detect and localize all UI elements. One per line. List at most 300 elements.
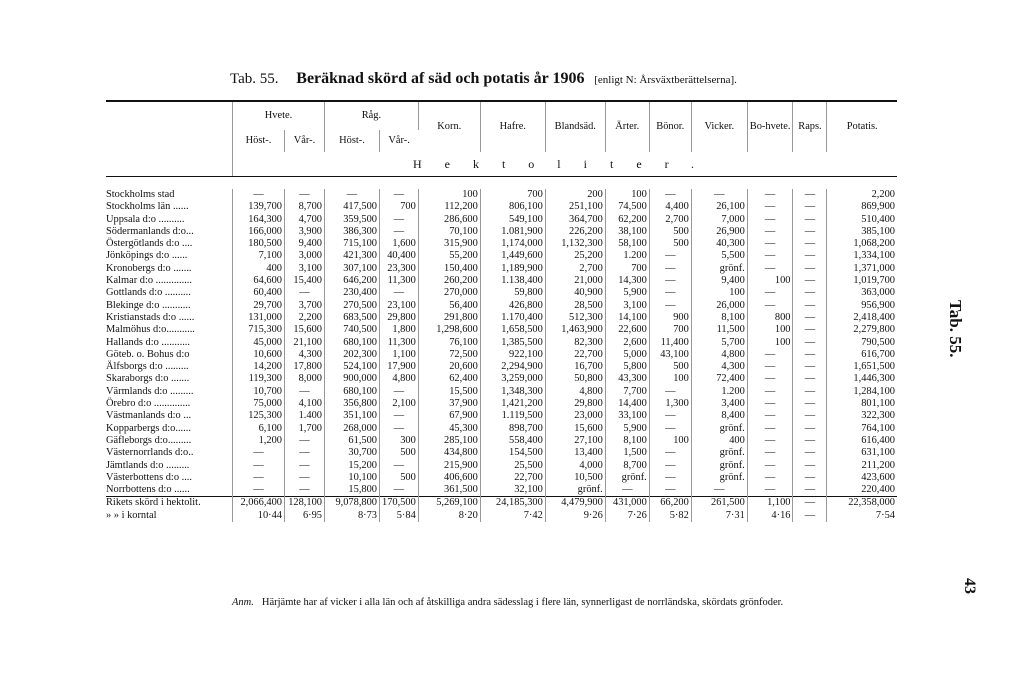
table-cell: 15,500 [418,386,480,398]
table-cell: 9,078,800 [325,497,380,510]
table-cell: 202,300 [325,349,380,361]
lan-name: Malmöhus d:o........... [106,324,233,336]
table-cell: 1,348,300 [480,386,545,398]
table-cell: 7,700 [605,386,649,398]
table-cell: 5,269,100 [418,497,480,510]
table-cell: 1,371,000 [853,262,895,274]
group-header-row [106,101,897,130]
table-cell: 220,400 [861,484,895,496]
table-cell: 10,500 [545,472,605,484]
lan-name: Värmlands d:o ......... [106,386,233,398]
lan-name: Västerbottens d:o .... [106,472,233,484]
table-cell: — [285,484,325,497]
table-row [106,435,897,447]
table-cell: 3,000 [285,250,325,262]
table-cell: — [380,410,419,422]
table-cell: — [649,250,691,262]
table-cell: 500 [649,238,691,250]
table-cell: 270,500 [325,300,380,312]
table-cell: — [747,410,793,422]
table-cell: 1,132,300 [545,238,605,250]
table-row [106,484,897,497]
table-cell: 4,800 [691,349,747,361]
table-cell: 45,300 [418,423,480,435]
table-cell: 11,300 [380,337,419,349]
table-cell: grönf. [691,472,747,484]
unit-row [106,152,897,177]
table-cell: — [747,373,793,385]
table-cell: 500 [380,472,419,484]
lan-name: Hallands d:o ........... [106,337,233,349]
table-cell: — [605,484,649,497]
table-cell: 2,700 [545,263,605,275]
lan-name: Kalmar d:o .............. [106,275,233,287]
table-row [106,275,897,287]
table-cell: 56,400 [418,300,480,312]
table-cell: 164,300 [233,214,285,226]
table-cell: 100 [747,275,793,287]
lan-name: Skaraborgs d:o ....... [106,373,233,385]
table-cell: 869,900 [861,201,895,213]
table-cell: 4,479,900 [545,497,605,510]
lan-name: Gottlands d:o .......... [106,287,233,299]
lan-name: Jönköpings d:o ...... [106,250,233,262]
table-cell: 22,600 [605,324,649,336]
table-cell: 22,700 [480,472,545,484]
table-cell: 3,700 [285,300,325,312]
table-cell: 76,100 [418,337,480,349]
table-cell: — [793,435,827,447]
footnote [232,597,783,608]
table-cell: 29,800 [380,312,419,324]
table-cell: 4,800 [545,386,605,398]
table-cell: 66,200 [649,497,691,510]
table-cell: 421,300 [325,250,380,262]
table-cell: — [285,287,325,299]
table-title: Beräknad skörd af säd och potatis år 1906 [296,70,585,87]
table-cell: 6,100 [233,423,285,435]
table-row [106,349,897,361]
table-cell: 363,000 [861,287,895,299]
table-cell: — [793,447,827,459]
table-cell: 37,900 [418,398,480,410]
table-cell: 524,100 [325,361,380,373]
table-cell: 170,500 [380,497,419,510]
table-cell: — [747,484,793,497]
table-cell: 20,600 [418,361,480,373]
table-cell: 5,800 [605,361,649,373]
table-cell: 72,400 [691,373,747,385]
table-cell: 385,100 [861,225,895,237]
table-cell: 4,700 [285,214,325,226]
table-cell: — [233,460,285,472]
table-cell: 616,400 [861,434,895,446]
table-cell: 386,300 [325,226,380,238]
table-cell: — [649,386,691,398]
table-cell: 8,700 [285,201,325,213]
table-cell: 300 [380,435,419,447]
table-cell: — [793,275,827,287]
col-potatis: Potatis. [846,120,878,132]
table-cell: — [793,250,827,262]
table-cell: 3,100 [605,300,649,312]
table-cell: 70,100 [418,226,480,238]
table-cell: 45,000 [233,337,285,349]
table-row [106,460,897,472]
table-cell: 549,100 [480,214,545,226]
table-cell: 898,700 [480,423,545,435]
table-cell: 8,700 [605,460,649,472]
table-cell: 307,100 [325,263,380,275]
table-cell: 359,500 [325,214,380,226]
table-cell: 285,100 [418,435,480,447]
table-cell: — [285,447,325,459]
table-cell: — [380,189,419,201]
table-cell: — [747,263,793,275]
page-number: 43 [961,578,978,594]
lan-name: Gäfleborgs d:o......... [106,435,233,447]
table-cell: 15,400 [285,275,325,287]
footnote-label: Anm. [232,597,254,608]
table-cell: 9,400 [691,275,747,287]
table-cell: 500 [649,361,691,373]
table-cell: 616,700 [861,348,895,360]
table-cell: 131,000 [233,312,285,324]
table-cell: 1,300 [649,398,691,410]
table-cell: — [793,312,827,324]
table-cell: 24,185,300 [480,497,545,510]
table-cell: 261,500 [691,497,747,510]
table-cell: 11,300 [380,275,419,287]
table-cell: — [793,361,827,373]
table-cell: 423,600 [861,471,895,483]
table-cell: 417,500 [325,201,380,213]
table-cell: 5,700 [691,337,747,349]
table-body [106,189,897,522]
table-cell: 7·31 [691,510,747,522]
table-cell: — [793,472,827,484]
table-cell: — [793,410,827,422]
table-cell: 900,000 [325,373,380,385]
table-cell: — [747,214,793,226]
table-row [106,226,897,238]
table-cell: 25,200 [545,250,605,262]
table-cell: 17,800 [285,361,325,373]
table-cell: grönf. [605,472,649,484]
table-cell: — [285,472,325,484]
table-cell: 1,100 [380,349,419,361]
lan-name: Uppsala d:o .......... [106,214,233,226]
table-cell: 1,421,200 [480,398,545,410]
table-row [106,423,897,435]
table-cell: 800 [747,312,793,324]
table-cell: 806,100 [480,201,545,213]
table-cell: 2,100 [380,398,419,410]
col-rag-host: Höst-. [325,130,380,152]
table-cell: 100 [649,435,691,447]
table-cell: 1.200 [691,386,747,398]
table-cell: — [649,263,691,275]
table-cell: 62,200 [605,214,649,226]
table-cell: — [793,189,827,201]
table-cell: 8,100 [691,312,747,324]
table-cell: 30,700 [325,447,380,459]
table-cell: 26,900 [691,226,747,238]
table-cell: 40,300 [691,238,747,250]
table-cell: 15,600 [285,324,325,336]
table-cell: — [649,472,691,484]
col-arter: Ärter. [605,101,649,152]
table-cell: — [747,386,793,398]
page-heading [230,70,737,88]
table-row [106,472,897,484]
table-cell: 17,900 [380,361,419,373]
table-cell: 10,100 [325,472,380,484]
table-cell: 27,100 [545,435,605,447]
table-cell: — [285,386,325,398]
lan-name: Kronobergs d:o ....... [106,263,233,275]
table-row [106,263,897,275]
table-cell: — [793,324,827,336]
table-cell: 361,500 [418,484,480,497]
table-cell: 4,300 [285,349,325,361]
table-cell: 38,100 [605,226,649,238]
table-row [106,337,897,349]
table-cell: 10·44 [233,510,285,522]
table-cell: 5·82 [649,510,691,522]
table-cell: — [691,484,747,497]
col-korn: Korn. [418,101,480,152]
table-cell: 8,400 [691,410,747,422]
lan-name: Östergötlands d:o .... [106,238,233,250]
table-cell: 251,100 [545,201,605,213]
table-cell: grönf. [691,447,747,459]
table-cell: 512,300 [545,312,605,324]
table-cell: 1,200 [233,435,285,447]
table-cell: 286,600 [418,214,480,226]
table-cell: — [233,472,285,484]
table-cell: 558,400 [480,435,545,447]
table-cell: 1.119,500 [480,410,545,422]
table-cell: 10,600 [233,349,285,361]
table-cell: 1,174,000 [480,238,545,250]
table-cell: 1.081,900 [480,226,545,238]
table-cell: 3,400 [691,398,747,410]
table-cell: 4,000 [545,460,605,472]
table-cell: — [747,460,793,472]
table-cell: 500 [380,447,419,459]
table-cell: 14,100 [605,312,649,324]
table-cell: — [747,472,793,484]
table-cell: — [649,410,691,422]
table-cell: 58,100 [605,238,649,250]
table-cell: 15,800 [325,484,380,497]
table-cell: — [285,435,325,447]
table-cell: — [649,423,691,435]
table-cell: 510,400 [861,213,895,225]
table-cell: — [380,214,419,226]
table-cell: 7,100 [233,250,285,262]
table-cell: — [649,275,691,287]
table-cell: 7·54 [875,509,895,521]
table-row [106,201,897,213]
table-cell: 5,000 [605,349,649,361]
harvest-table [106,100,897,522]
table-cell: 230,400 [325,287,380,299]
table-cell: 1.170,400 [480,312,545,324]
table-cell: — [747,238,793,250]
table-cell: — [649,300,691,312]
table-cell: 14,200 [233,361,285,373]
table-cell: — [285,189,325,201]
col-bohvete: Bo-hvete. [747,101,793,152]
lan-name: Stockholms län ...... [106,201,233,213]
table-cell: — [793,300,827,312]
table-cell: 322,300 [861,410,895,422]
table-cell: 14,300 [605,275,649,287]
table-cell: 2,418,400 [853,311,895,323]
table-cell: 29,800 [545,398,605,410]
table-cell: — [793,238,827,250]
table-cell: 1,800 [380,324,419,336]
table-cell: 125,300 [233,410,285,422]
table-cell: — [793,337,827,349]
table-row [106,287,897,299]
table-cell: — [793,423,827,435]
side-label: Tab. 55. [946,300,965,358]
table-row [106,312,897,324]
col-hvete-var: Vår-. [285,130,325,152]
table-cell: 139,700 [233,201,285,213]
table-cell: 154,500 [480,447,545,459]
lan-name: Jämtlands d:o ......... [106,460,233,472]
table-cell: 7,000 [691,214,747,226]
lan-name: Norrbottens d:o ...... [106,484,233,497]
table-cell: 715,300 [233,324,285,336]
table-cell: 8,100 [605,435,649,447]
table-cell: 1,446,300 [853,373,895,385]
table-cell: 100 [691,287,747,299]
lan-name: Blekinge d:o ........... [106,300,233,312]
lan-header-cell [106,101,233,130]
table-cell: — [233,189,285,201]
table-cell: 166,000 [233,226,285,238]
table-row [106,250,897,262]
table-row [106,398,897,410]
table-cell: — [649,189,691,201]
table-cell: 112,200 [418,201,480,213]
lan-name: Västernorrlands d:o.. [106,447,233,459]
unit-label: Hektoliter. [233,152,897,177]
table-cell: 59,800 [480,287,545,299]
table-cell: 1,298,600 [418,324,480,336]
table-cell: 1,600 [380,238,419,250]
table-cell: 2,600 [605,337,649,349]
table-cell: 215,900 [418,460,480,472]
table-cell: 28,500 [545,300,605,312]
table-cell: — [793,386,827,398]
table-cell: 500 [649,226,691,238]
table-cell: 3,100 [285,263,325,275]
table-cell: 1,463,900 [545,324,605,336]
korntal-row [106,510,897,522]
table-cell: 11,400 [649,337,691,349]
table-cell: 5,900 [605,423,649,435]
table-cell: 11,500 [691,324,747,336]
table-cell: 400 [691,435,747,447]
table-cell: 790,500 [861,336,895,348]
col-blandsad: Blandsäd. [545,101,605,152]
lan-name: » » i korntal [106,510,233,522]
table-cell: 900 [649,312,691,324]
table-cell: 22,700 [545,349,605,361]
table-row [106,361,897,373]
table-cell: — [380,386,419,398]
table-cell: 9·26 [545,510,605,522]
lan-name: Örebro d:o .............. [106,398,233,410]
table-cell: 7·42 [480,510,545,522]
total-row [106,497,897,510]
table-cell: 1,284,100 [853,385,895,397]
table-cell: 7·26 [605,510,649,522]
table-cell: 1,658,500 [480,324,545,336]
table-cell: 16,700 [545,361,605,373]
table-cell: 23,100 [380,300,419,312]
table-cell: 3,259,000 [480,373,545,385]
table-cell: 5·84 [380,510,419,522]
table-cell: 1.400 [285,410,325,422]
table-cell: 315,900 [418,238,480,250]
table-cell: 226,200 [545,226,605,238]
table-row [106,238,897,250]
table-cell: — [793,497,827,510]
table-cell: — [747,423,793,435]
table-cell: 64,600 [233,275,285,287]
table-row [106,214,897,226]
table-cell: — [793,460,827,472]
table-cell: 15,600 [545,423,605,435]
table-cell: 426,800 [480,300,545,312]
table-cell: — [793,287,827,299]
table-cell: — [691,189,747,201]
table-cell: 8·20 [418,510,480,522]
table-cell: 2,700 [649,214,691,226]
table-cell: 434,800 [418,447,480,459]
table-cell: 100 [418,189,480,201]
col-rag-var: Vår-. [388,134,410,146]
table-row [106,410,897,422]
table-cell: 1,651,500 [853,361,895,373]
table-cell: 5,500 [691,250,747,262]
table-cell: 33,100 [605,410,649,422]
table-cell: 8,000 [285,373,325,385]
table-cell: 2,279,800 [853,324,895,336]
lan-name: Älfsborgs d:o ......... [106,361,233,373]
table-cell: 922,100 [480,349,545,361]
table-cell: 21,100 [285,337,325,349]
table-cell: 119,300 [233,373,285,385]
table-cell: 1,068,200 [853,238,895,250]
table-cell: 72,500 [418,349,480,361]
col-bonor: Bönor. [649,101,691,152]
table-cell: 100 [605,189,649,201]
table-cell: 5,900 [605,287,649,299]
table-cell: 8·73 [325,510,380,522]
table-cell: — [649,460,691,472]
table-cell: — [380,484,419,497]
table-cell: 6·95 [285,510,325,522]
table-cell: 29,700 [233,300,285,312]
